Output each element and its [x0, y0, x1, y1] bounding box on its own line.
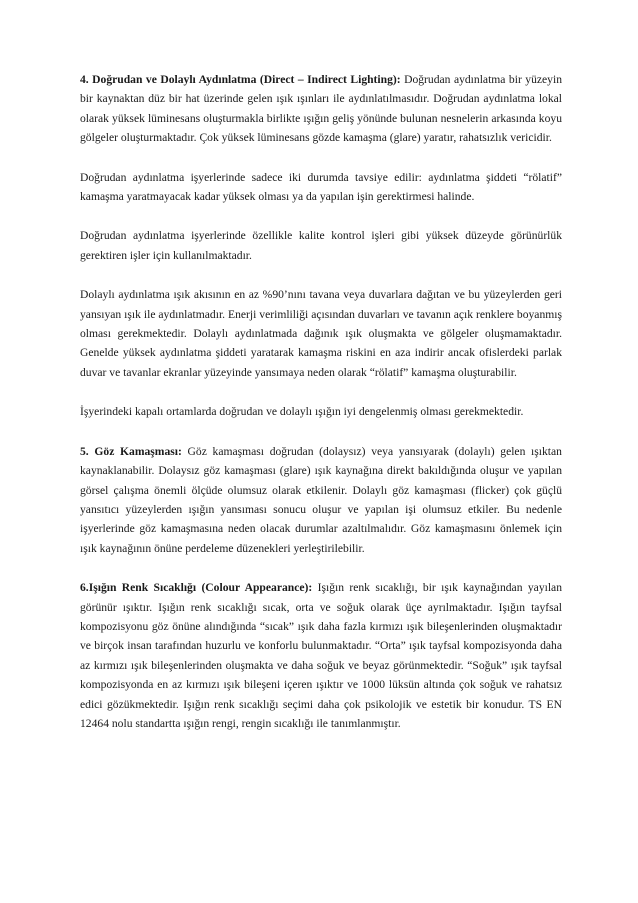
paragraph-text: Göz kamaşması doğrudan (dolaysız) veya yansıyarak (dolaylı) gelen ışıktan kaynaklanabilir. Dolaysız göz kamaşması (glare) ışık kaynağına direkt bakıldığında oluşur ve yapılan görsel çalışma önemli ölçüde olumsuz olarak etkilenir. Dolaylı göz kamaşması (flicker) çok güçlü yansıtıcı yüzeylerden ışığın yansıması sonucu oluşur ve yapılan işi olumsuz etkiler. Bu nedenle işyerlerinde göz kamaşmasına neden olacak durumlar azaltılmalıdır. Göz kamaşmasını önlemek için ışık kaynağının önüne perdeleme düzenekleri yerleştirilebilir. — [80, 444, 562, 555]
paragraph-lighting-balance — [80, 402, 562, 421]
paragraph-text: Dolaylı aydınlatma ışık akısının en az %90’nını tavana veya duvarlara dağıtan ve bu yüzeylerden geri yansıyan ışık ile aydınlatmadır. Enerji verimliliği açısından duvarları ve tavanın açık renklere boyanmış olması gerekmektedir. Dolaylı aydınlatmada dağınık ışık oluşmakta ve gölgeler oluşmamaktadır. Genelde yüksek aydınlatma şiddeti yaratarak kamaşma riskini en aza indirir ancak ofislerdeki parlak duvar ve tavanlar ekranlar yüzeyinde yansımaya neden olarak “rölatif” kamaşma oluşturabilir. — [80, 288, 562, 379]
paragraph-glare — [80, 442, 562, 558]
paragraph-text: İşyerindeki kapalı ortamlarda doğrudan ve dolaylı ışığın iyi dengelenmiş olması gerekmektedir. — [80, 405, 524, 419]
section-heading-5: 5. Göz Kamaşması: — [80, 444, 182, 458]
paragraph-text: Doğrudan aydınlatma işyerlerinde özellikle kalite kontrol işleri gibi yüksek düzeyde görünürlük gerektiren işler için kullanılmaktadır. — [80, 229, 562, 262]
paragraph-text: Doğrudan aydınlatma işyerlerinde sadece iki durumda tavsiye edilir: aydınlatma şiddeti “rölatif” kamaşma yaratmayacak kadar yüksek olması ya da yapılan işin gerektirmesi halinde. — [80, 170, 562, 204]
paragraph-direct-indirect-lighting — [80, 70, 562, 148]
paragraph-indirect-lighting — [80, 285, 562, 382]
paragraph-direct-lighting-recommendation — [80, 168, 562, 207]
paragraph-text: Işığın renk sıcaklığı, bir ışık kaynağından yayılan görünür ışıktır. Işığın renk sıcaklığı sıcak, orta ve soğuk olarak üçe ayrılmaktadır. Işığın tayfsal kompozisyonu göz önüne alındığında “sıcak” ışık daha fazla kırmızı ışık bileşenlerinden oluşmaktadır ve birçok insan tarafından huzurlu ve konforlu bulunmaktadır. “Orta” ışık tayfsal kompozisyonda daha az kırmızı ışık bileşenlerinden oluşmakta ve daha soğuk ve beyaz görünmektedir. “Soğuk” ışık tayfsal kompozisyonda en az kırmızı ışık bileşeni içeren ışıktır ve 1000 lüksün altında çok soğuk ve rahatsız edici gözükmektedir. Işığın renk sıcaklığı seçimi daha çok psikolojik ve estetik bir konudur. TS EN 12464 nolu standartta ışığın rengi, rengin sıcaklığı ile tanımlanmıştır. — [80, 581, 562, 730]
paragraph-colour-appearance — [80, 578, 562, 733]
document-page — [80, 70, 562, 733]
section-heading-4: 4. Doğrudan ve Dolaylı Aydınlatma (Direct – Indirect Lighting): — [80, 73, 401, 86]
paragraph-direct-lighting-usage — [80, 226, 562, 265]
section-heading-6: 6.Işığın Renk Sıcaklığı (Colour Appearance): — [80, 581, 313, 595]
paragraph-text: Doğrudan aydınlatma bir yüzeyin bir kaynaktan düz bir hat üzerinde gelen ışık ışınları ile aydınlatılmasıdır. Doğrudan aydınlatma lokal olarak yüksek lüminesans oluşturmakla birlikte ışığın geliş yönünde bulunan nesnelerin arkasında koyu gölgeler oluşturmaktadır. Çok yüksek lüminesans gözde kamaşma (glare) yaratır, rahatsızlık vericidir. — [80, 73, 562, 145]
